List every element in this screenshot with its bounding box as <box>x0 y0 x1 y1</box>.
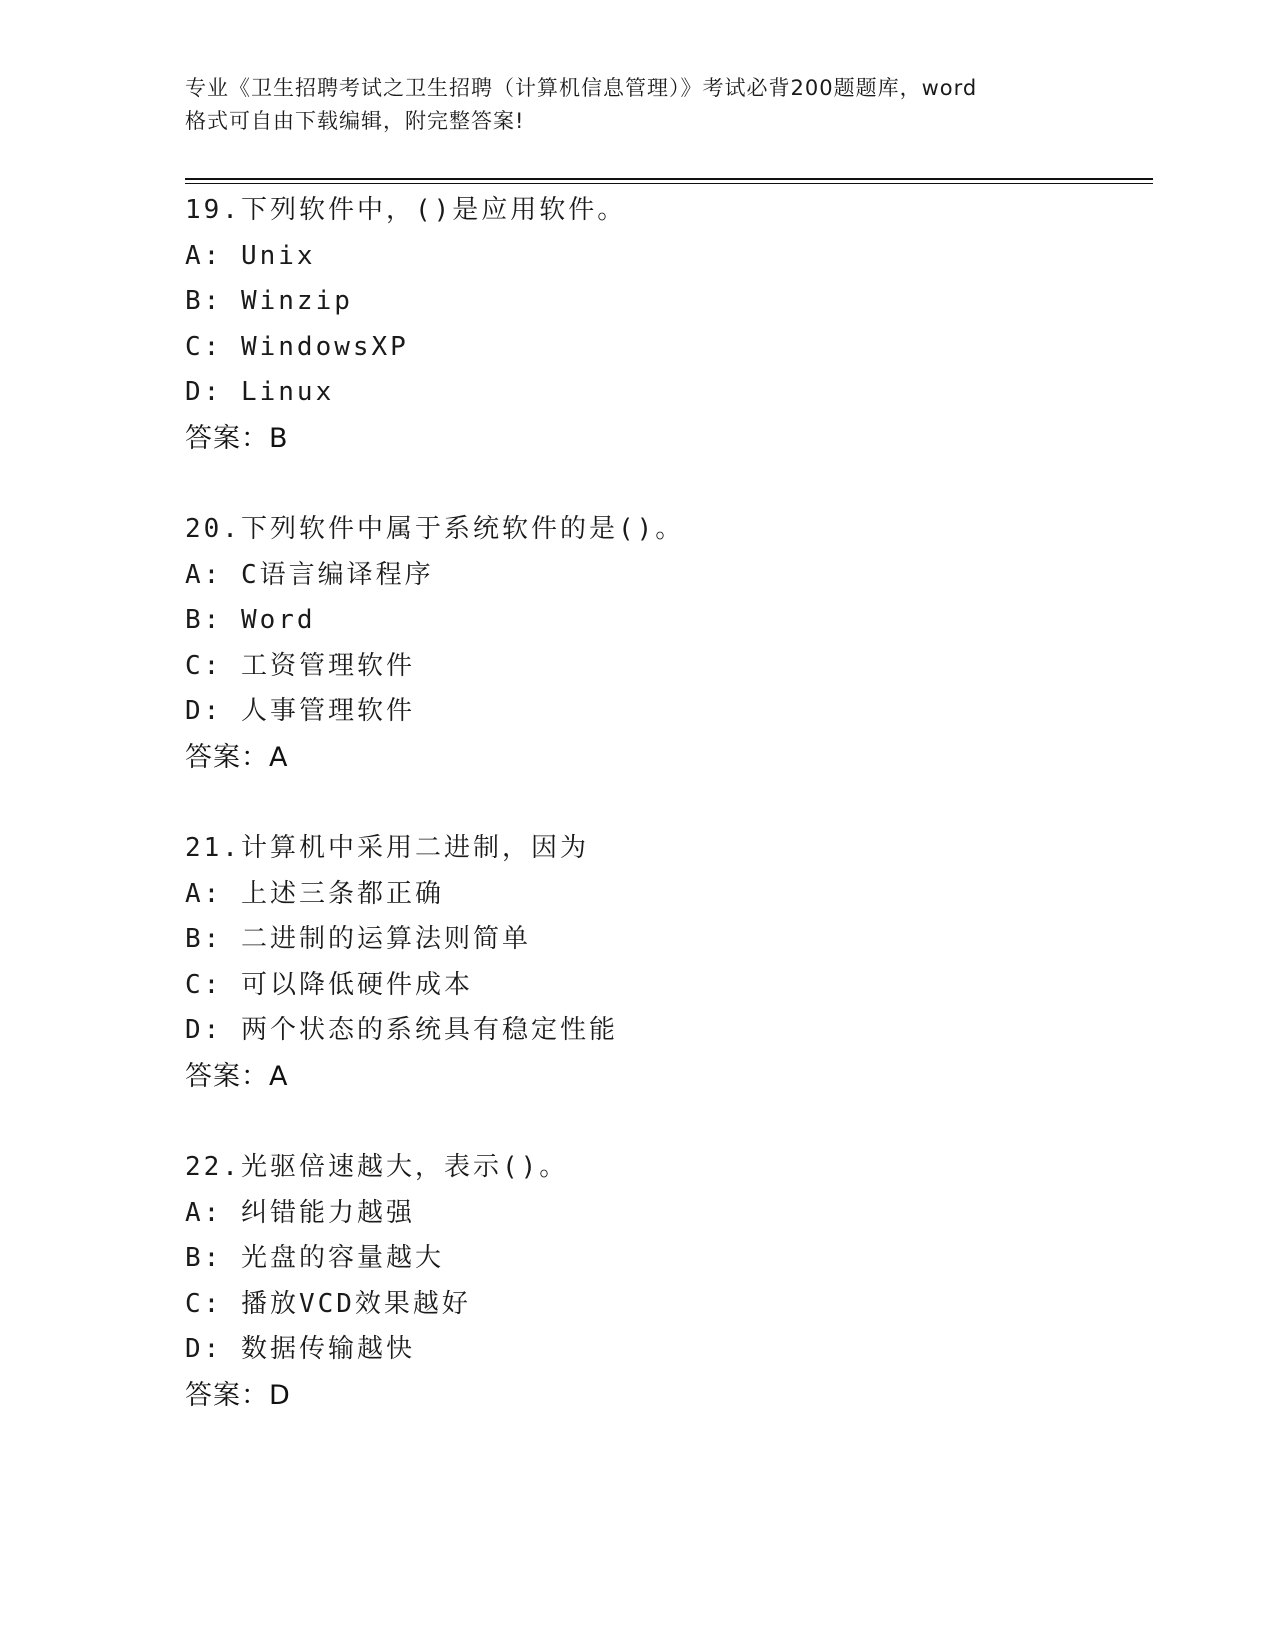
question-stem: 22.光驱倍速越大，表示()。 <box>185 1152 569 1182</box>
option-a: A: 上述三条都正确 <box>185 878 444 909</box>
question-stem: 19.下列软件中，()是应用软件。 <box>185 195 627 225</box>
option-b: B: Winzip <box>185 286 353 316</box>
question-19 <box>185 188 1145 507</box>
question-stem: 21.计算机中采用二进制，因为 <box>185 833 589 863</box>
option-c: C: 播放VCD效果越好 <box>185 1288 471 1319</box>
header-line-2: 格式可自由下载编辑，附完整答案! <box>185 109 525 133</box>
option-b: B: 二进制的运算法则简单 <box>185 924 531 954</box>
document-header <box>185 72 1085 138</box>
header-divider-thin <box>185 183 1153 184</box>
option-d: D: 两个状态的系统具有稳定性能 <box>185 1015 618 1045</box>
option-c: C: 工资管理软件 <box>185 650 415 681</box>
option-a: A: Unix <box>185 240 316 271</box>
answer-label: 答案：D <box>185 1379 291 1411</box>
answer-label: 答案：B <box>185 422 289 454</box>
option-d: D: 数据传输越快 <box>185 1334 415 1364</box>
option-b: B: 光盘的容量越大 <box>185 1243 444 1273</box>
option-b: B: Word <box>185 605 316 635</box>
option-a: A: C语言编译程序 <box>185 559 434 590</box>
header-divider-thick <box>185 178 1153 180</box>
option-c: C: 可以降低硬件成本 <box>185 969 473 1000</box>
question-20 <box>185 507 1145 826</box>
option-d: D: Linux <box>185 377 335 407</box>
question-list <box>185 188 1145 1464</box>
question-22 <box>185 1145 1145 1464</box>
option-d: D: 人事管理软件 <box>185 696 415 726</box>
answer-label: 答案：A <box>185 1060 289 1092</box>
header-line-1: 专业《卫生招聘考试之卫生招聘（计算机信息管理）》考试必背200题题库，word <box>185 76 978 100</box>
answer-label: 答案：A <box>185 741 289 773</box>
option-a: A: 纠错能力越强 <box>185 1197 415 1228</box>
option-c: C: WindowsXP <box>185 331 409 362</box>
question-stem: 20.下列软件中属于系统软件的是()。 <box>185 514 685 544</box>
question-21 <box>185 826 1145 1145</box>
